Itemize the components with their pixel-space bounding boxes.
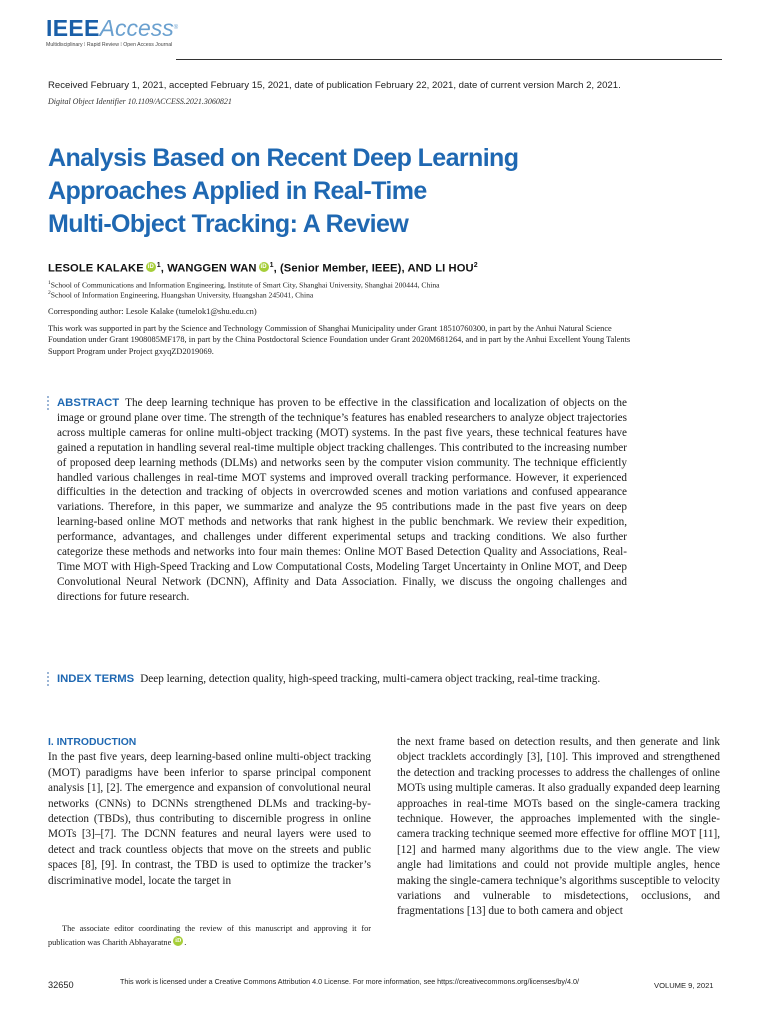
- funding-statement: This work was supported in part by the Science and Technology Commission of Shanghai Municipality under Grant 18510760300, in part by the Anhui Natural Science Foundation under Grant 1908085MF178, in part by the China Postdoctoral Science Foundation under Grant 2020M681264, and in part by the Anhui Excellent Young Talents Support Program under Project gxyqZD2019069.: [48, 324, 631, 356]
- logo-trademark: ®: [173, 25, 179, 31]
- affiliation-sup: 1: [48, 280, 51, 286]
- footnote-text: The associate editor coordinating the review of this manuscript and approving it for publication was Charith Abhayaratne: [48, 924, 371, 947]
- license-notice[interactable]: This work is licensed under a Creative Commons Attribution 4.0 License. For more information, see https://creativecommons.org/licenses/by/4.0/: [120, 977, 580, 986]
- author-name: , (Senior Member, IEEE), AND LI HOU: [273, 262, 474, 275]
- corresponding-author: Corresponding author: Lesole Kalake (tumelok1@shu.edu.cn): [48, 307, 257, 316]
- index-terms-text: Deep learning, detection quality, high-speed tracking, multi-camera object tracking, real-time tracking.: [140, 673, 601, 685]
- author-list: [48, 262, 478, 275]
- section-dots-icon: [47, 396, 50, 412]
- author-name: , WANGGEN WAN: [160, 262, 257, 275]
- title-line: Multi-Object Tracking: A Review: [48, 210, 409, 238]
- orcid-icon[interactable]: iD: [147, 264, 154, 270]
- paper-title: [48, 142, 648, 241]
- body-paragraph: In the past five years, deep learning-based online multi-object tracking (MOT) paradigms have been inferior to sparse principal component analysis [1], [2]. The emergence and expansion of convolutional neural networks (CNNs) to DCNNs strengthened DLMs and tracking-by-detection (TBDs), thus contributing to discernible progress in online MOTs [3]–[7]. The DCNN features and neural layers were used to detect and track countless objects that move on the streets and public spaces [8], [9]. In contrast, the TBD is used to optimize the tracker’s discriminative model, locate the target in: [48, 751, 371, 887]
- affiliation: [48, 290, 313, 300]
- logo-tagline: Multidisciplinary ⁞ Rapid Review ⁞ Open Access Journal: [46, 42, 173, 48]
- received-dates: Received February 1, 2021, accepted February 15, 2021, date of publication February 22, 2021, date of current version March 2, 2021.: [48, 80, 621, 91]
- author-affil-sup: 1: [156, 262, 161, 269]
- orcid-icon[interactable]: iD: [175, 938, 182, 944]
- abstract: [57, 396, 627, 605]
- journal-logo: [46, 16, 178, 60]
- affiliation-sup: 2: [48, 290, 51, 296]
- page-number: 32650: [48, 980, 74, 990]
- body-paragraph: the next frame based on detection results, and then generate and link object tracklets accordingly [3], [10]. This improved and strengthened the detection and tracking processes to address the challenges of online MOTs using multiple cameras. It also gradually expanded deep learning approaches in real-time MOTs based on the single-camera tracking technique. However, the approaches implemented with the single-camera tracking technique seemed more effective for offline MOT [11], [12] and harmed many algorithms due to the view angle. The view angle had limitations and could not provide multiple angles, hence making the single-camera technique’s algorithms susceptible to velocity variations and vulnerable to misdetections, occlusions, and fragmentations [13] due to both camera and object: [397, 736, 720, 918]
- body-column-left: [48, 735, 371, 889]
- author-affil-sup: 2: [473, 262, 478, 269]
- affiliation: [48, 280, 440, 290]
- body-column-right: [397, 735, 720, 920]
- abstract-heading: ABSTRACT: [57, 397, 120, 409]
- title-line: Approaches Applied in Real-Time: [48, 177, 427, 205]
- logo-access: Access: [99, 15, 174, 41]
- orcid-icon[interactable]: iD: [260, 264, 267, 270]
- doi-link[interactable]: Digital Object Identifier 10.1109/ACCESS.2021.3060821: [48, 97, 232, 106]
- section-dots-icon: [47, 672, 50, 688]
- index-terms-heading: INDEX TERMS: [57, 673, 135, 685]
- abstract-text: The deep learning technique has proven to be effective in the classification and localization of objects on the image or ground plane over time. The strength of the technique’s features has enabled researchers to analyze object trajectories across multiple cameras for online multi-object tracking (MOT) systems. In the past five years, these technical features have gained a reputation in handling several real-time multiple object tracking challenges. This contributed to the increasing number of proposed deep learning methods (DLMs) and networks seen by the computer vision community. The technique efficiently handled various challenges in real-time MOT systems and improved overall tracking performance. However, it experienced difficulties in the detection and tracking of objects in overcrowded scenes and motion variations and confused appearance variations. Therefore, in this paper, we summarize and analyze the 95 contributions made in the past five years on deep learning-based online MOT methods and networks that rank highest in the public benchmark. We review their expedition, performance, advantages, and challenges under different experimental setups and tracking conditions. We also further categorize these methods and networks into four main themes: Online MOT Based Detection Quality and Associations, Real-Time MOT with High-Speed Tracking and Low Computational Costs, Modeling Target Uncertainty in Online MOT, and Deep Convolutional Neural Network (DCNN), Affinity and Data Association. Finally, we discuss the ongoing challenges and directions for future research.: [57, 397, 627, 603]
- volume-label: VOLUME 9, 2021: [654, 981, 714, 990]
- index-terms: [57, 672, 627, 687]
- header-rule: [176, 59, 722, 60]
- affiliation-text: School of Information Engineering, Huangshan University, Huangshan 245041, China: [50, 290, 314, 300]
- author-name: LESOLE KALAKE: [48, 262, 144, 275]
- section-heading: I. INTRODUCTION: [48, 737, 137, 748]
- editor-footnote: The associate editor coordinating the review of this manuscript and approving it for publication was Charith Abhayaratne iD .: [48, 924, 371, 947]
- affiliation-text: School of Communications and Information Engineering, Institute of Smart City, Shanghai University, Shanghai 200444, China: [50, 280, 440, 290]
- title-line: Analysis Based on Recent Deep Learning: [48, 144, 519, 172]
- author-affil-sup: 1: [269, 262, 274, 269]
- logo-ieee: IEEE: [46, 15, 100, 41]
